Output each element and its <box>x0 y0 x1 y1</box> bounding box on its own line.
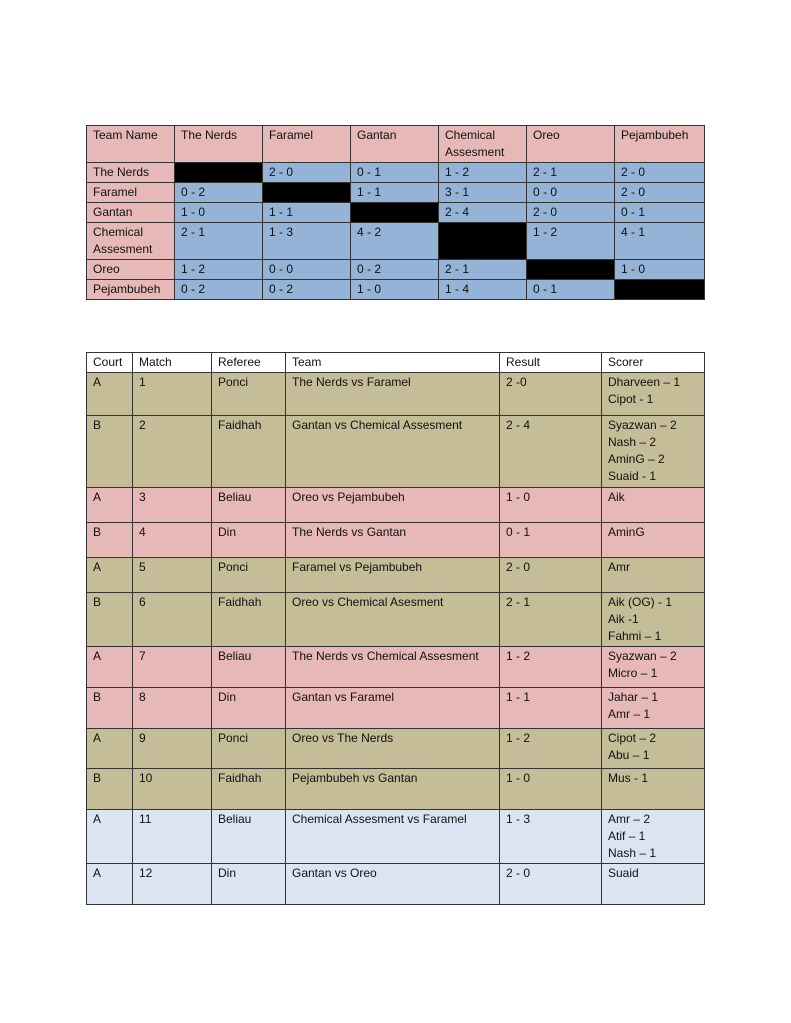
schedule-cell-result: 2 - 4 <box>500 416 602 488</box>
schedule-cell-result: 2 - 1 <box>500 593 602 647</box>
grid-score-cell: 2 - 1 <box>175 223 263 260</box>
schedule-column-header: Match <box>133 353 212 373</box>
grid-row-label: Chemical Assesment <box>87 223 175 260</box>
grid-score-cell: 2 - 4 <box>439 203 527 223</box>
schedule-cell-scorers <box>602 729 705 769</box>
schedule-cell-result: 1 - 2 <box>500 647 602 688</box>
scorer-entry: AminG <box>608 525 645 539</box>
grid-row-label: Faramel <box>87 183 175 203</box>
scorer-entry: Aik (OG) - 1 <box>608 595 673 609</box>
schedule-row <box>87 416 705 488</box>
grid-row-label: Oreo <box>87 260 175 280</box>
schedule-cell-result: 1 - 2 <box>500 729 602 769</box>
grid-score-cell: 1 - 3 <box>263 223 351 260</box>
schedule-column-header: Court <box>87 353 133 373</box>
schedule-cell-scorers <box>602 373 705 416</box>
schedule-row <box>87 488 705 523</box>
schedule-cell-referee: Ponci <box>212 373 286 416</box>
grid-column-header: Chemical Assesment <box>439 126 527 163</box>
scorer-entry: Amr – 2 <box>608 812 651 826</box>
scorer-entry: Amr – 1 <box>608 707 651 721</box>
grid-score-cell: 1 - 2 <box>527 223 615 260</box>
schedule-cell-result: 1 - 0 <box>500 488 602 523</box>
grid-score-cell: 1 - 1 <box>263 203 351 223</box>
grid-score-cell: 1 - 0 <box>615 260 705 280</box>
schedule-row <box>87 769 705 810</box>
grid-score-cell: 1 - 2 <box>175 260 263 280</box>
scorer-entry: Cipot – 2 <box>608 731 657 745</box>
schedule-cell-match: 6 <box>133 593 212 647</box>
grid-row <box>87 223 705 260</box>
scorer-entry: Abu – 1 <box>608 748 650 762</box>
scorer-entry: Syazwan – 2 <box>608 649 677 663</box>
schedule-cell-referee: Beliau <box>212 488 286 523</box>
schedule-row <box>87 688 705 729</box>
grid-row-label: The Nerds <box>87 163 175 183</box>
grid-column-header: Pejambubeh <box>615 126 705 163</box>
grid-score-cell: 0 - 1 <box>527 280 615 300</box>
scorer-entry: Nash – 1 <box>608 846 657 860</box>
schedule-row <box>87 523 705 558</box>
grid-header-row <box>87 126 705 163</box>
schedule-cell-court: A <box>87 488 133 523</box>
grid-corner-header: Team Name <box>87 126 175 163</box>
schedule-cell-team: The Nerds vs Chemical Assesment <box>286 647 500 688</box>
schedule-cell-scorers <box>602 769 705 810</box>
schedule-cell-team: Oreo vs The Nerds <box>286 729 500 769</box>
grid-row-label: Gantan <box>87 203 175 223</box>
grid-score-cell: 0 - 2 <box>263 280 351 300</box>
schedule-row <box>87 810 705 864</box>
schedule-column-header: Result <box>500 353 602 373</box>
grid-score-cell: 0 - 0 <box>527 183 615 203</box>
schedule-cell-match: 2 <box>133 416 212 488</box>
schedule-cell-court: A <box>87 647 133 688</box>
schedule-header-row <box>87 353 705 373</box>
grid-column-header: Gantan <box>351 126 439 163</box>
grid-row-label: Pejambubeh <box>87 280 175 300</box>
grid-self-cell <box>527 260 615 280</box>
grid-row <box>87 280 705 300</box>
grid-score-cell: 1 - 4 <box>439 280 527 300</box>
grid-column-header: Oreo <box>527 126 615 163</box>
schedule-cell-result: 1 - 0 <box>500 769 602 810</box>
schedule-cell-referee: Din <box>212 688 286 729</box>
schedule-row <box>87 864 705 905</box>
schedule-cell-match: 7 <box>133 647 212 688</box>
schedule-cell-result: 2 - 0 <box>500 558 602 593</box>
schedule-cell-match: 1 <box>133 373 212 416</box>
grid-score-cell: 2 - 1 <box>439 260 527 280</box>
schedule-row <box>87 647 705 688</box>
schedule-cell-match: 10 <box>133 769 212 810</box>
scorer-entry: Cipot - 1 <box>608 392 654 406</box>
grid-row <box>87 260 705 280</box>
schedule-cell-scorers <box>602 688 705 729</box>
schedule-cell-match: 9 <box>133 729 212 769</box>
schedule-cell-match: 3 <box>133 488 212 523</box>
grid-score-cell: 2 - 0 <box>527 203 615 223</box>
schedule-cell-scorers <box>602 647 705 688</box>
scorer-entry: Mus - 1 <box>608 771 649 785</box>
schedule-row <box>87 729 705 769</box>
schedule-cell-referee: Beliau <box>212 647 286 688</box>
grid-self-cell <box>615 280 705 300</box>
schedule-row <box>87 373 705 416</box>
schedule-row <box>87 593 705 647</box>
schedule-cell-result: 2 - 0 <box>500 864 602 905</box>
schedule-cell-team: Chemical Assesment vs Faramel <box>286 810 500 864</box>
schedule-cell-referee: Din <box>212 523 286 558</box>
schedule-cell-match: 12 <box>133 864 212 905</box>
schedule-cell-court: A <box>87 729 133 769</box>
schedule-cell-match: 5 <box>133 558 212 593</box>
scorer-entry: Suaid <box>608 866 639 880</box>
schedule-cell-court: A <box>87 558 133 593</box>
schedule-cell-referee: Ponci <box>212 558 286 593</box>
schedule-cell-scorers <box>602 810 705 864</box>
grid-row <box>87 183 705 203</box>
schedule-cell-scorers <box>602 523 705 558</box>
grid-score-cell: 2 - 0 <box>615 163 705 183</box>
scorer-entry: Atif – 1 <box>608 829 646 843</box>
grid-row <box>87 203 705 223</box>
grid-row <box>87 163 705 183</box>
grid-score-cell: 2 - 1 <box>527 163 615 183</box>
grid-score-cell: 0 - 1 <box>615 203 705 223</box>
grid-score-cell: 0 - 2 <box>175 280 263 300</box>
schedule-cell-referee: Faidhah <box>212 769 286 810</box>
grid-score-cell: 4 - 2 <box>351 223 439 260</box>
grid-score-cell: 1 - 2 <box>439 163 527 183</box>
scorer-entry: Fahmi – 1 <box>608 629 662 643</box>
schedule-cell-referee: Ponci <box>212 729 286 769</box>
schedule-cell-scorers <box>602 593 705 647</box>
grid-score-cell: 3 - 1 <box>439 183 527 203</box>
schedule-cell-court: B <box>87 523 133 558</box>
schedule-cell-court: A <box>87 864 133 905</box>
schedule-cell-team: Oreo vs Chemical Asesment <box>286 593 500 647</box>
schedule-cell-result: 1 - 1 <box>500 688 602 729</box>
scorer-entry: AminG – 2 <box>608 452 665 466</box>
schedule-cell-court: B <box>87 416 133 488</box>
schedule-cell-match: 11 <box>133 810 212 864</box>
grid-score-cell: 1 - 0 <box>175 203 263 223</box>
schedule-cell-referee: Faidhah <box>212 416 286 488</box>
schedule-cell-court: A <box>87 810 133 864</box>
schedule-cell-scorers <box>602 488 705 523</box>
schedule-column-header: Scorer <box>602 353 705 373</box>
grid-column-header: The Nerds <box>175 126 263 163</box>
scorer-entry: Suaid - 1 <box>608 469 657 483</box>
grid-self-cell <box>263 183 351 203</box>
schedule-cell-team: Gantan vs Oreo <box>286 864 500 905</box>
schedule-cell-team: Gantan vs Chemical Assesment <box>286 416 500 488</box>
scorer-entry: Amr <box>608 560 630 574</box>
match-schedule-table <box>86 352 705 905</box>
scorer-entry: Syazwan – 2 <box>608 418 677 432</box>
schedule-row <box>87 558 705 593</box>
grid-self-cell <box>351 203 439 223</box>
grid-score-cell: 2 - 0 <box>615 183 705 203</box>
schedule-cell-team: Oreo vs Pejambubeh <box>286 488 500 523</box>
grid-score-cell: 2 - 0 <box>263 163 351 183</box>
grid-self-cell <box>439 223 527 260</box>
schedule-cell-referee: Beliau <box>212 810 286 864</box>
schedule-cell-team: The Nerds vs Gantan <box>286 523 500 558</box>
schedule-cell-court: A <box>87 373 133 416</box>
schedule-cell-referee: Din <box>212 864 286 905</box>
schedule-cell-court: B <box>87 593 133 647</box>
schedule-cell-court: B <box>87 688 133 729</box>
schedule-column-header: Team <box>286 353 500 373</box>
scorer-entry: Nash – 2 <box>608 435 657 449</box>
grid-score-cell: 0 - 0 <box>263 260 351 280</box>
schedule-cell-court: B <box>87 769 133 810</box>
grid-score-cell: 0 - 2 <box>175 183 263 203</box>
grid-self-cell <box>175 163 263 183</box>
schedule-column-header: Referee <box>212 353 286 373</box>
grid-score-cell: 4 - 1 <box>615 223 705 260</box>
schedule-cell-result: 1 - 3 <box>500 810 602 864</box>
schedule-cell-match: 4 <box>133 523 212 558</box>
schedule-cell-referee: Faidhah <box>212 593 286 647</box>
scorer-entry: Dharveen – 1 <box>608 375 681 389</box>
schedule-cell-scorers <box>602 416 705 488</box>
schedule-cell-result: 2 -0 <box>500 373 602 416</box>
scorer-entry: Micro – 1 <box>608 666 658 680</box>
scorer-entry: Jahar – 1 <box>608 690 659 704</box>
grid-score-cell: 1 - 1 <box>351 183 439 203</box>
grid-column-header: Faramel <box>263 126 351 163</box>
results-grid-table <box>86 125 705 300</box>
scorer-entry: Aik <box>608 490 625 504</box>
schedule-cell-team: Faramel vs Pejambubeh <box>286 558 500 593</box>
schedule-cell-match: 8 <box>133 688 212 729</box>
schedule-cell-result: 0 - 1 <box>500 523 602 558</box>
schedule-cell-scorers <box>602 558 705 593</box>
schedule-cell-team: Pejambubeh vs Gantan <box>286 769 500 810</box>
grid-score-cell: 0 - 1 <box>351 163 439 183</box>
scorer-entry: Aik -1 <box>608 612 639 626</box>
grid-score-cell: 1 - 0 <box>351 280 439 300</box>
grid-score-cell: 0 - 2 <box>351 260 439 280</box>
schedule-cell-scorers <box>602 864 705 905</box>
schedule-cell-team: Gantan vs Faramel <box>286 688 500 729</box>
schedule-cell-team: The Nerds vs Faramel <box>286 373 500 416</box>
